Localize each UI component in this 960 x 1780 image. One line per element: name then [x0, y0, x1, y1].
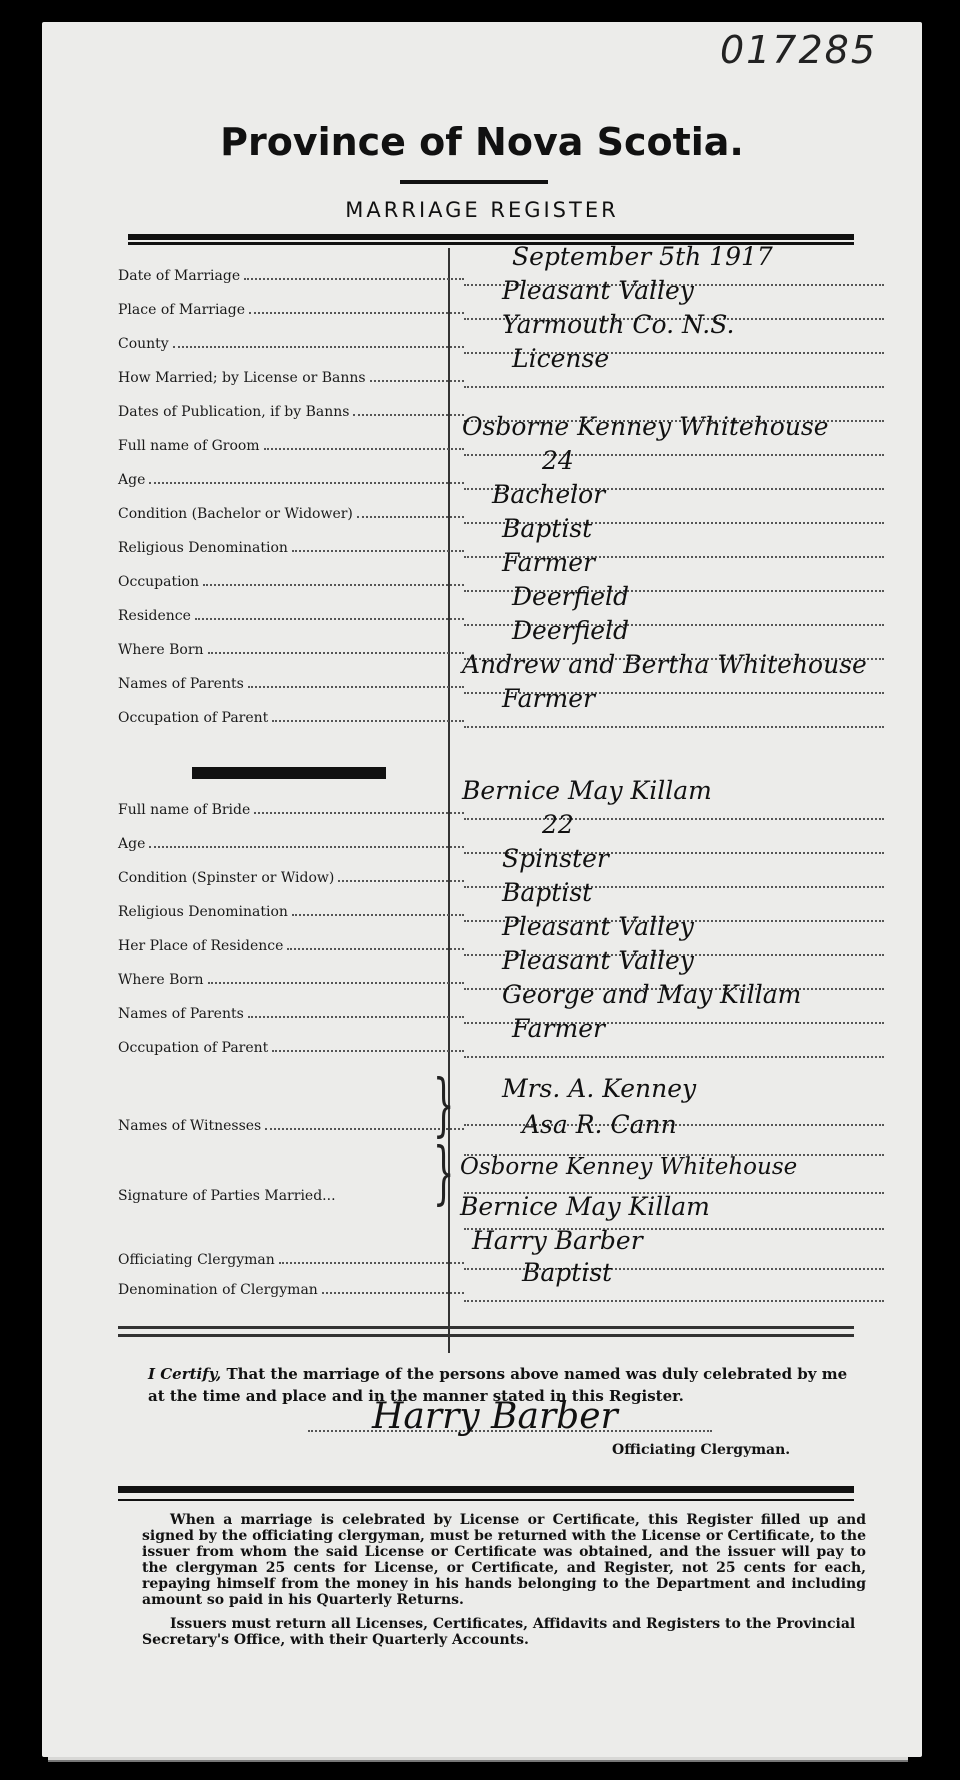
field-label: Date of Marriage [118, 268, 241, 284]
field-row [118, 364, 468, 386]
field-value-handwriting: George and May Killam [502, 980, 802, 1009]
field-row [118, 398, 468, 420]
bride-signature: Bernice May Killam [460, 1192, 710, 1221]
field-row [118, 636, 468, 658]
field-value-handwriting: Pleasant Valley [502, 946, 694, 975]
field-label: Condition (Spinster or Widow) [118, 870, 335, 886]
field-row [118, 796, 468, 818]
field-label: Full name of Groom [118, 438, 260, 454]
clergy-signature: Harry Barber [372, 1396, 618, 1437]
field-row [118, 296, 468, 318]
field-row [118, 466, 468, 488]
section-rule-1 [118, 1326, 854, 1329]
field-value-handwriting: Yarmouth Co. N.S. [502, 310, 735, 339]
witness-2-handwriting: Asa R. Cann [522, 1110, 677, 1139]
serial-number: 017285 [719, 28, 877, 72]
field-value-handwriting: License [512, 344, 610, 373]
witnesses-brace: } [432, 1066, 455, 1145]
groom-bride-separator [192, 767, 386, 779]
field-value-handwriting: 24 [542, 446, 574, 475]
return-notice: Issuers must return all Licenses, Certificates, Affidavits and Registers to the Provincial Secretary's Office, with their Quarterly Accounts. [142, 1616, 856, 1648]
field-label: Occupation [118, 574, 200, 590]
title-underline [400, 180, 548, 184]
page-title: Province of Nova Scotia. [220, 120, 744, 164]
field-label: Occupation of Parent [118, 1040, 269, 1056]
field-value-handwriting: Deerfield [512, 582, 630, 611]
notice-top-thin-rule [118, 1499, 854, 1501]
signatures-label: Signature of Parties Married... [118, 1188, 336, 1204]
field-label: Religious Denomination [118, 540, 288, 556]
field-value-handwriting: Pleasant Valley [502, 912, 694, 941]
marriage-register-sheet [42, 22, 922, 1757]
field-row [118, 602, 468, 624]
field-value-handwriting: Spinster [502, 844, 609, 873]
field-value-handwriting: Andrew and Bertha Whitehouse [462, 650, 867, 679]
field-label: Dates of Publication, if by Banns [118, 404, 350, 420]
field-value-handwriting: Deerfield [512, 616, 630, 645]
witness-1-handwriting: Mrs. A. Kenney [502, 1074, 697, 1103]
field-row [118, 932, 468, 954]
header-double-rule [128, 234, 854, 242]
officiating-clergyman-value: Harry Barber [472, 1226, 643, 1255]
field-row [118, 330, 468, 352]
clergy-signature-caption: Officiating Clergyman. [612, 1442, 791, 1458]
field-row [118, 704, 468, 726]
field-label: Condition (Bachelor or Widower) [118, 506, 353, 522]
field-label: Names of Parents [118, 1006, 244, 1022]
field-value-handwriting: Bachelor [492, 480, 606, 509]
field-row [118, 432, 468, 454]
groom-signature: Osborne Kenney Whitehouse [460, 1154, 798, 1180]
field-label: County [118, 336, 169, 352]
field-label: Religious Denomination [118, 904, 288, 920]
field-value-handwriting: Pleasant Valley [502, 276, 694, 305]
field-value-handwriting: September 5th 1917 [512, 242, 773, 271]
field-value-handwriting: 22 [542, 810, 574, 839]
field-value-handwriting: Baptist [502, 878, 593, 907]
certify-lead: I Certify, [148, 1365, 222, 1383]
clergy-denomination-row: Denomination of Clergyman [118, 1276, 468, 1298]
field-value-handwriting: Baptist [502, 514, 593, 543]
field-label: Her Place of Residence [118, 938, 284, 954]
field-row [118, 1000, 468, 1022]
field-row [118, 670, 468, 692]
field-row [118, 830, 468, 852]
field-label: Full name of Bride [118, 802, 251, 818]
notice-top-rule [118, 1486, 854, 1493]
field-row [118, 898, 468, 920]
register-subtitle: MARRIAGE REGISTER [345, 198, 619, 222]
field-label: Residence [118, 608, 191, 624]
field-value-handwriting: Osborne Kenney Whitehouse [462, 412, 829, 441]
field-value-handwriting: Bernice May Killam [462, 776, 712, 805]
field-label: Where Born [118, 642, 204, 658]
field-label: Age [118, 836, 146, 852]
field-row [118, 966, 468, 988]
field-value-handwriting: Farmer [502, 548, 595, 577]
field-label: Age [118, 472, 146, 488]
section-rule-2 [118, 1334, 854, 1337]
field-label: Names of Parents [118, 676, 244, 692]
officiating-clergyman-row: Officiating Clergyman [118, 1246, 468, 1268]
witnesses-row [118, 1112, 468, 1134]
fee-notice: When a marriage is celebrated by License or Certificate, this Register filled up and signed by the officiating clergyman, must be returned with the License or Certificate, to the issuer from whom the said License or Certificate was obtained, and the issuer will pay to the clergyman 25 cents for License, or Certificate, and Register, not 25 cents for each, repaying himself from the money in his hands belonging to the Department and including amount so paid in his Quarterly Returns. [142, 1512, 866, 1608]
field-row [118, 568, 468, 590]
witnesses-label: Names of Witnesses [118, 1118, 262, 1134]
field-row [118, 534, 468, 556]
clergy-denomination-value: Baptist [522, 1258, 613, 1287]
signatures-brace: } [432, 1134, 455, 1213]
field-label: Where Born [118, 972, 204, 988]
field-row [118, 500, 468, 522]
signatures-row [118, 1182, 468, 1204]
field-value-handwriting: Farmer [512, 1014, 605, 1043]
field-row [118, 262, 468, 284]
certify-text: That the marriage of the persons above named was duly celebrated by me at the time and place and in the manner stated in this Register. [148, 1365, 848, 1405]
field-row [118, 1034, 468, 1056]
field-label: Place of Marriage [118, 302, 246, 318]
field-label: How Married; by License or Banns [118, 370, 366, 386]
field-row [118, 864, 468, 886]
field-value-handwriting: Farmer [502, 684, 595, 713]
field-label: Occupation of Parent [118, 710, 269, 726]
